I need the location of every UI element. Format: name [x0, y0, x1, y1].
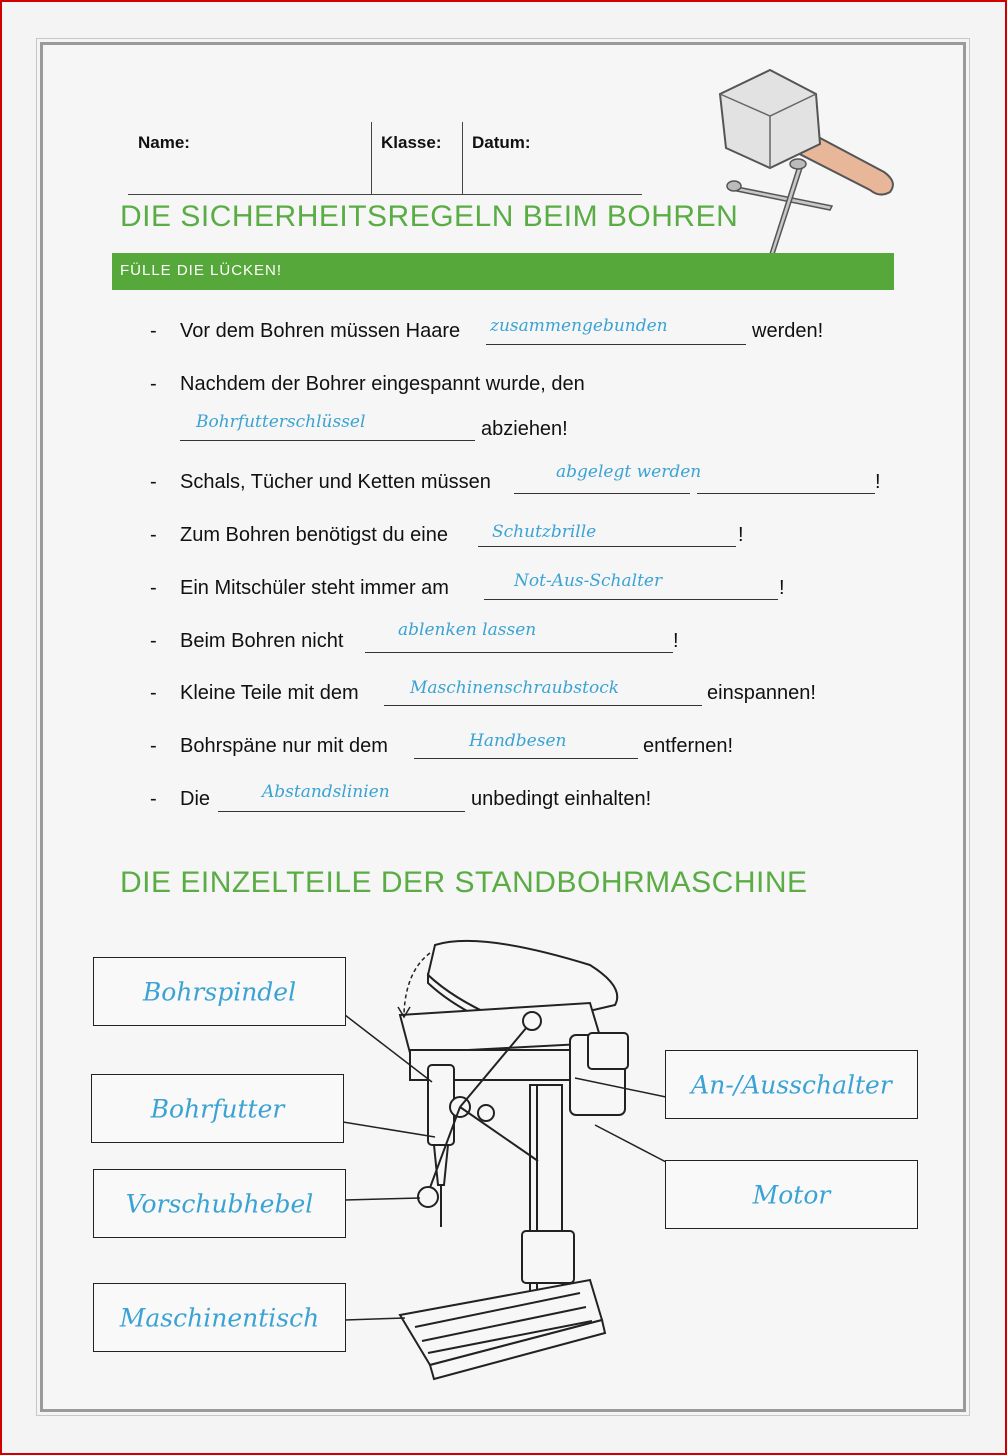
handwritten-answer: Not-Aus-Schalter — [514, 571, 663, 591]
label-box-motor[interactable] — [665, 1160, 918, 1229]
rule-bullet: - — [150, 682, 157, 704]
rule-text: Ein Mitschüler steht immer am — [180, 577, 449, 599]
label-box-maschinentisch[interactable] — [93, 1283, 346, 1352]
rule-bullet: - — [150, 788, 157, 810]
handwritten-answer: Schutzbrille — [492, 522, 597, 542]
handwritten-answer: zusammengebunden — [490, 316, 668, 336]
name-label: Name: — [138, 133, 190, 152]
rule-text: ! — [738, 524, 744, 546]
label-text: Vorschubhebel — [125, 1189, 314, 1218]
rule-text: Bohrspäne nur mit dem — [180, 735, 388, 757]
rule-bullet: - — [150, 630, 157, 652]
label-text: Bohrfutter — [150, 1094, 285, 1123]
rule-text: entfernen! — [643, 735, 734, 757]
rule-text: Die — [180, 788, 211, 810]
handwritten-answer: ablenken lassen — [398, 620, 537, 640]
rule-bullet: - — [150, 471, 157, 493]
label-text: An-/Ausschalter — [691, 1070, 892, 1099]
rule-text: einspannen! — [707, 682, 816, 704]
safety-rules-title: DIE SICHERHEITSREGELN BEIM BOHREN — [120, 200, 739, 233]
label-box-bohrspindel[interactable] — [93, 957, 346, 1026]
rule-text: unbedingt einhalten! — [471, 788, 652, 810]
rule-bullet: - — [150, 320, 157, 342]
rule-text: Beim Bohren nicht — [180, 630, 344, 652]
rule-text: werden! — [752, 320, 824, 342]
rule-text: Nachdem der Bohrer eingespannt wurde, den — [180, 373, 585, 395]
rule-text: ! — [779, 577, 785, 599]
handwritten-answer: Maschinenschraubstock — [410, 678, 620, 698]
rule-text: Zum Bohren benötigst du eine — [180, 524, 448, 546]
rule-bullet: - — [150, 735, 157, 757]
rule-text: Schals, Tücher und Ketten müssen — [180, 471, 491, 493]
handwritten-answer: Handbesen — [469, 731, 567, 751]
rule-text: ! — [875, 471, 881, 493]
label-box-vorschubhebel[interactable] — [93, 1169, 346, 1238]
instruction-text: FÜLLE DIE LÜCKEN! — [120, 262, 283, 279]
rule-bullet: - — [150, 577, 157, 599]
class-label: Klasse: — [381, 133, 442, 152]
rule-text: abziehen! — [481, 418, 568, 440]
rule-bullet: - — [150, 524, 157, 546]
label-box-schalter[interactable] — [665, 1050, 918, 1119]
label-box-bohrfutter[interactable] — [91, 1074, 344, 1143]
label-text: Bohrspindel — [142, 977, 297, 1006]
handwritten-answer: Bohrfutterschlüssel — [196, 412, 366, 432]
handwritten-answer: abgelegt werden — [556, 462, 702, 482]
label-text: Motor — [752, 1180, 831, 1209]
rule-text: ! — [673, 630, 679, 652]
rule-text: Kleine Teile mit dem — [180, 682, 359, 704]
label-text: Maschinentisch — [119, 1303, 320, 1332]
date-label: Datum: — [472, 133, 531, 152]
rule-text: Vor dem Bohren müssen Haare — [180, 320, 461, 342]
handwritten-answer: Abstandslinien — [262, 782, 390, 802]
rule-bullet: - — [150, 373, 157, 395]
drill-parts-title: DIE EINZELTEILE DER STANDBOHRMASCHINE — [120, 866, 808, 899]
